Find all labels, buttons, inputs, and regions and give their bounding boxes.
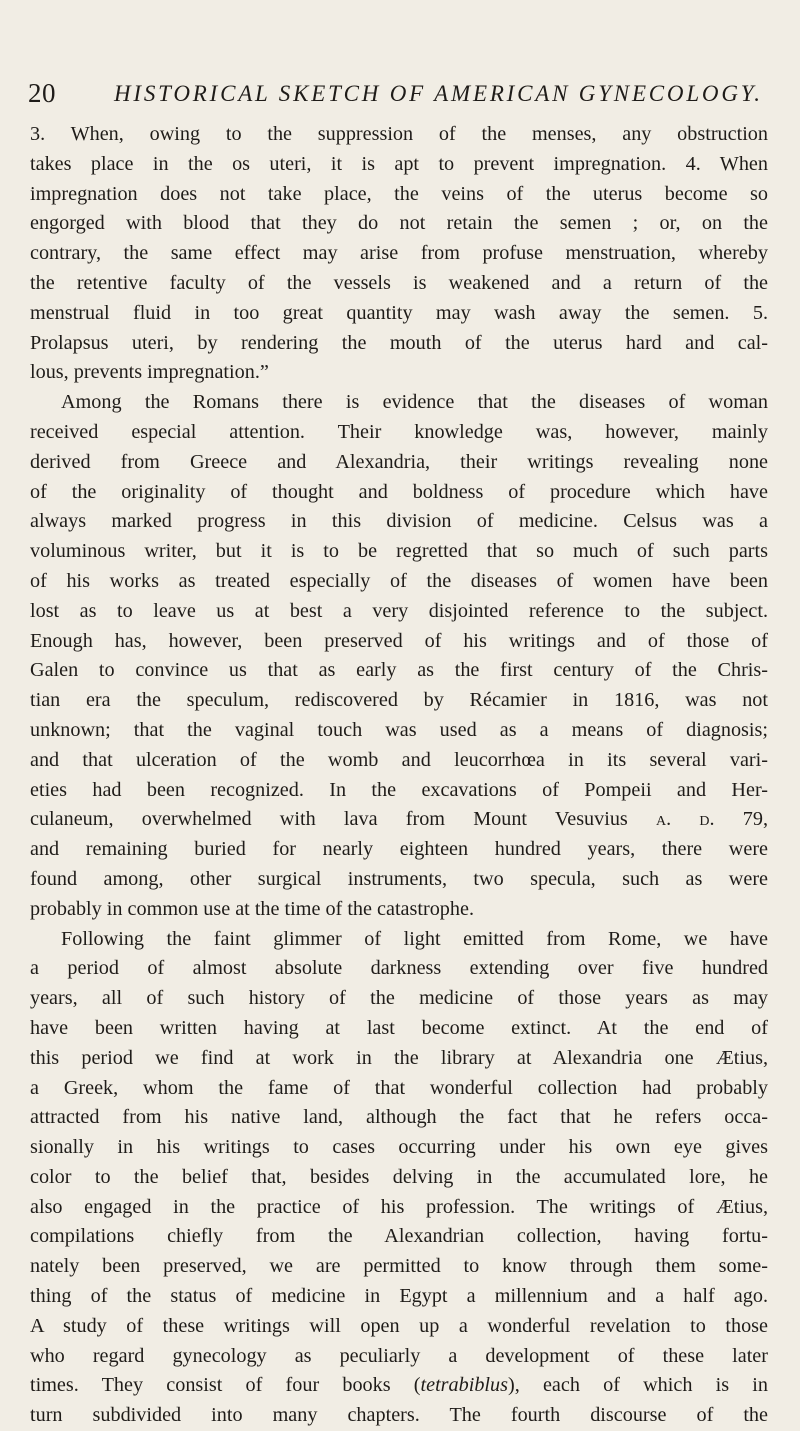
text-line (30, 1371, 768, 1401)
body-text (30, 120, 768, 1431)
line-text: culaneum, overwhelmed with lava from Mount Vesuvius (30, 808, 628, 831)
text-line: unknown; that the vaginal touch was used as a means of diagnosis; (30, 718, 768, 741)
text-line: have been written having at last become extinct. At the end of (30, 1016, 768, 1039)
text-line: voluminous writer, but it is to be regretted that so much of such parts (30, 540, 768, 563)
text-line: received especial attention. Their knowledge was, however, mainly (30, 420, 768, 443)
text-line: color to the belief that, besides delving in the accumulated lore, he (30, 1165, 768, 1188)
text-line (30, 805, 768, 835)
text-line: the retentive faculty of the vessels is weakened and a return of the (30, 271, 768, 294)
paragraph-start: Among the Romans there is evidence that the diseases of woman (61, 391, 768, 414)
text-line: tian era the speculum, rediscovered by Récamier in 1816, was not (30, 689, 768, 712)
text-line: probably in common use at the time of the catastrophe. (30, 897, 474, 920)
era-abbreviation: a. d. (656, 808, 715, 831)
text-line: a Greek, whom the fame of that wonderful collection had probably (30, 1076, 768, 1099)
text-line: of the originality of thought and boldness of procedure which have (30, 480, 768, 503)
text-line: compilations chiefly from the Alexandrian collection, having fortu- (30, 1225, 768, 1248)
year-number: 79, (742, 808, 768, 831)
text-line: contrary, the same effect may arise from profuse menstruation, whereby (30, 242, 768, 265)
text-line: 3. When, owing to the suppression of the menses, any obstruction (30, 123, 768, 145)
text-line: of his works as treated especially of the diseases of women have been (30, 569, 768, 592)
text-line: takes place in the os uteri, it is apt to prevent impregnation. 4. When (30, 152, 768, 175)
text-line: also engaged in the practice of his profession. The writings of Ætius, (30, 1195, 768, 1218)
line-text: times. They consist of four books ( (30, 1374, 421, 1397)
text-line: derived from Greece and Alexandria, their writings revealing none (30, 450, 768, 473)
italic-term: tetrabiblus (420, 1374, 508, 1397)
running-title: HISTORICAL SKETCH OF AMERICAN GYNECOLOGY. (114, 81, 763, 106)
text-line: thing of the status of medicine in Egypt a millennium and a half ago. (30, 1285, 768, 1308)
text-line: attracted from his native land, although the fact that he refers occa- (30, 1106, 768, 1129)
text-line: Prolapsus uteri, by rendering the mouth of the uterus hard and cal- (30, 331, 768, 354)
text-line: sionally in his writings to cases occurring under his own eye gives (30, 1136, 768, 1159)
paragraph-start: Following the faint glimmer of light emitted from Rome, we have (61, 927, 768, 950)
text-line: lost as to leave us at best a very disjointed reference to the subject. (30, 599, 768, 622)
text-line: Galen to convince us that as early as the first century of the Chris- (30, 659, 768, 682)
text-line: impregnation does not take place, the veins of the uterus become so (30, 182, 768, 205)
text-line: and that ulceration of the womb and leucorrhœa in its several vari- (30, 748, 768, 771)
text-line: engorged with blood that they do not retain the semen ; or, on the (30, 212, 768, 235)
text-line: this period we find at work in the library at Alexandria one Ætius, (30, 1046, 768, 1069)
line-text: ), each of which is in (507, 1374, 768, 1397)
text-line: found among, other surgical instruments, two specula, such as were (30, 867, 768, 890)
text-line: Enough has, however, been preserved of his writings and of those of (30, 629, 768, 652)
text-line: nately been preserved, we are permitted to know through them some- (30, 1255, 768, 1278)
text-line: who regard gynecology as peculiarly a development of these later (30, 1344, 768, 1367)
text-line: and remaining buried for nearly eighteen hundred years, there were (30, 838, 768, 861)
text-line: years, all of such history of the medicine of those years as may (30, 987, 768, 1010)
page-header (28, 76, 768, 110)
text-line: turn subdivided into many chapters. The fourth discourse of the (30, 1404, 768, 1427)
text-line: eties had been recognized. In the excavations of Pompeii and Her- (30, 778, 768, 801)
text-line: A study of these writings will open up a wonderful revelation to those (30, 1314, 768, 1337)
text-line: menstrual fluid in too great quantity may wash away the semen. 5. (30, 301, 768, 324)
text-line: always marked progress in this division of medicine. Celsus was a (30, 510, 768, 533)
page-number: 20 (28, 78, 56, 108)
text-line: a period of almost absolute darkness extending over five hundred (30, 957, 768, 980)
text-line: lous, prevents impregnation.” (30, 361, 269, 384)
